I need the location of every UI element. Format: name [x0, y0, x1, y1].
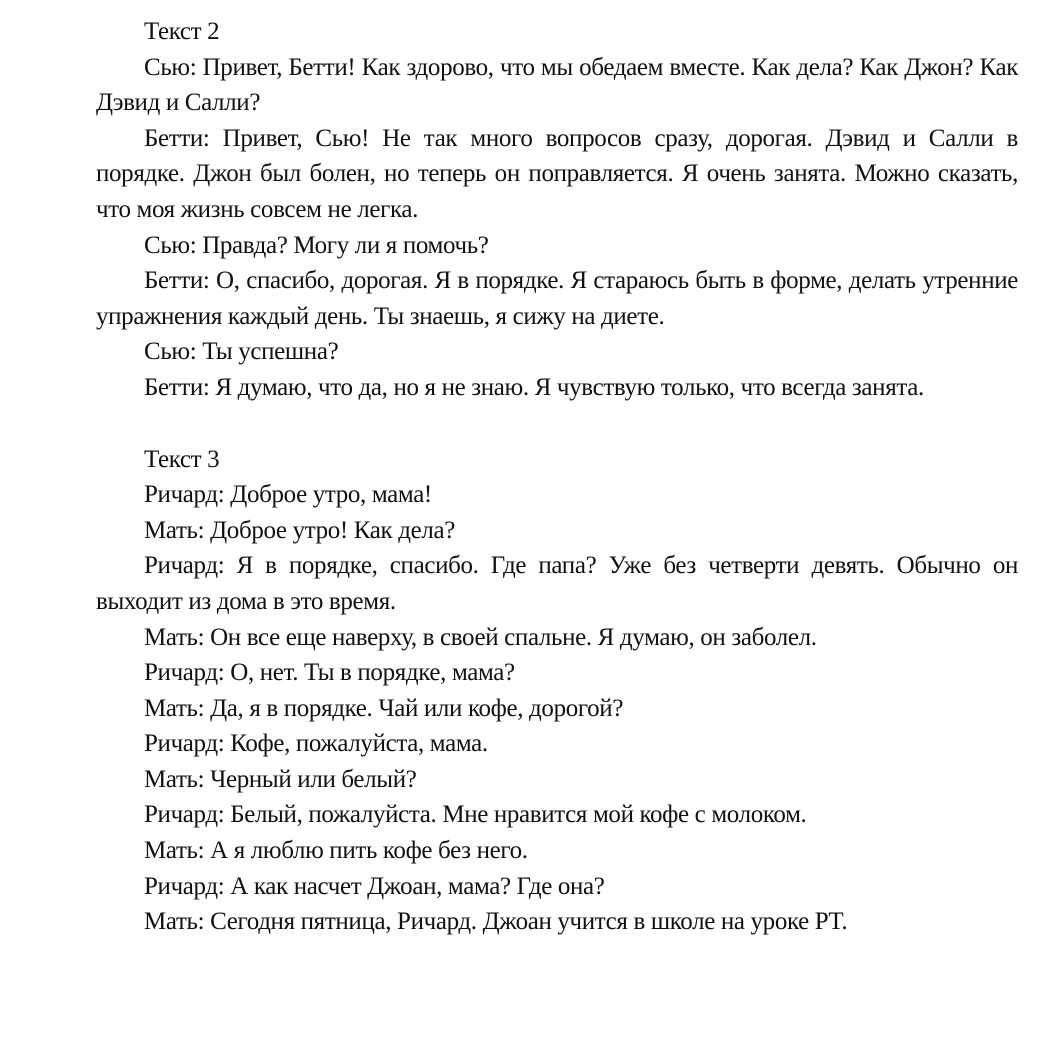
dialogue-line: Бетти: Я думаю, что да, но я не знаю. Я чувствую только, что всегда занята.	[144, 373, 924, 401]
document-page	[96, 14, 1018, 940]
dialogue-line: Мать: Да, я в порядке. Чай или кофе, дорогой?	[144, 694, 624, 722]
dialogue-line: Мать: А я люблю пить кофе без него.	[144, 837, 528, 865]
dialogue-line: Ричард: Доброе утро, мама!	[144, 481, 432, 509]
dialogue-line: Мать: Черный или белый?	[144, 765, 417, 793]
dialogue-line: Ричард: Кофе, пожалуйста, мама.	[144, 730, 488, 758]
dialogue-line: Ричард: Я в порядке, спасибо. Где папа? Уже без четверти девять. Обычно он выходит из дома в это время.	[96, 552, 1018, 615]
text-2-section	[96, 14, 1018, 406]
text-3-heading: Текст 3	[144, 445, 220, 473]
dialogue-line: Мать: Доброе утро! Как дела?	[144, 516, 455, 544]
dialogue-line: Сью: Ты успешна?	[144, 338, 339, 366]
dialogue-line: Мать: Он все еще наверху, в своей спальне. Я думаю, он заболел.	[144, 623, 817, 651]
dialogue-line: Ричард: Белый, пожалуйста. Мне нравится мой кофе с молоком.	[144, 801, 807, 829]
text-2-heading: Текст 2	[144, 18, 220, 45]
dialogue-line: Ричард: О, нет. Ты в порядке, мама?	[144, 659, 515, 687]
dialogue-line: Сью: Правда? Могу ли я помочь?	[144, 231, 489, 259]
dialogue-line: Сью: Привет, Бетти! Как здорово, что мы обедаем вместе. Как дела? Как Джон? Как Дэвид и Салли?	[96, 53, 1018, 117]
text-3-section	[96, 442, 1018, 940]
dialogue-line: Бетти: О, спасибо, дорогая. Я в порядке. Я стараюсь быть в форме, делать утренние упражнения каждый день. Ты знаешь, я сижу на диете.	[96, 267, 1018, 330]
dialogue-line: Бетти: Привет, Сью! Не так много вопросов сразу, дорогая. Дэвид и Салли в порядке. Джон был болен, но теперь он поправляется. Я очень занята. Можно сказать, что моя жизнь совсем не легка.	[96, 124, 1018, 223]
dialogue-line: Ричард: А как насчет Джоан, мама? Где она?	[144, 872, 605, 900]
dialogue-line: Мать: Сегодня пятница, Ричард. Джоан учится в школе на уроке PT.	[144, 908, 848, 936]
